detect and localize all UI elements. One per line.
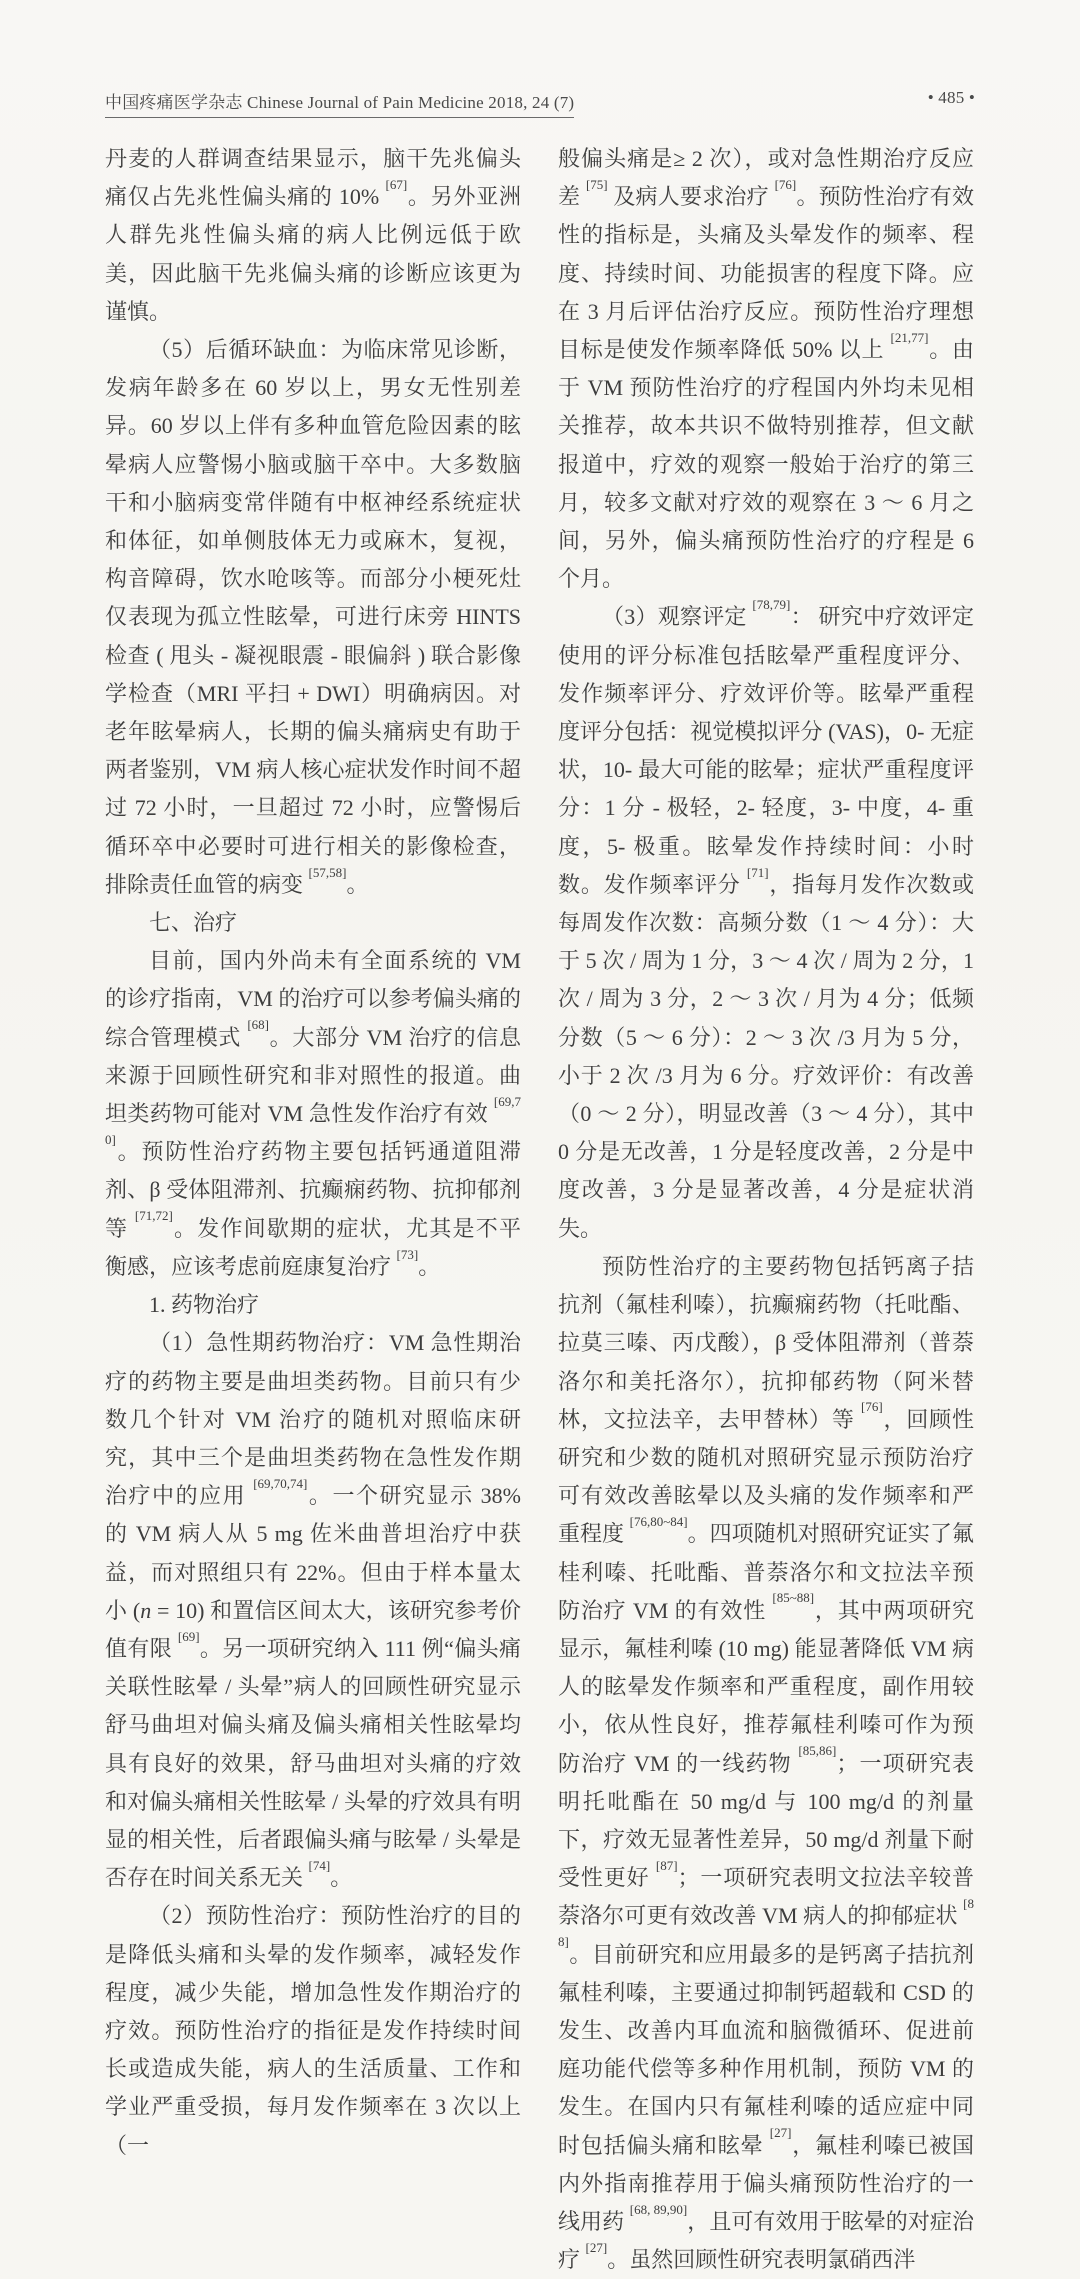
- text-run: ： 研究中疗效评定使用的评分标准包括眩晕严重程度评分、发作频率评分、疗效评价等。眩晕严重程度评分包括：视觉模拟评分 (VAS)，0- 无症状，10- 最大可能的眩晕；症状严重程度评分：1 分 - 极轻，2- 轻度，3- 中度，4- 重度，5- 极重。眩晕发作持续时间：小时数。发作频率评分: [558, 604, 974, 897]
- reference-marker: [68, 89,90]: [629, 2201, 688, 2217]
- paragraph: [558, 598, 974, 1247]
- text-run: （2）预防性治疗：预防性治疗的目的是降低头痛和头晕的发作频率，减轻发作程度，减少失能，增加急性发作期治疗的疗效。预防性治疗的指征是发作持续时间长或造成失能，病人的生活质量、工作和学业严重受损，每月发作频率在 3 次以上（一: [105, 1903, 521, 2158]
- reference-marker: [76,80~84]: [629, 1513, 688, 1529]
- text-run: 。虽然回顾性研究表明氯硝西泮: [607, 2247, 916, 2273]
- paragraph: [105, 1324, 521, 1897]
- text-run: 般偏头痛是≥ 2 次），或对急性期治疗反应差: [558, 146, 974, 210]
- reference-marker: [71]: [746, 864, 769, 880]
- text-run: 。目前研究和应用最多的是钙离子拮抗剂氟桂利嗪，主要通过抑制钙超载和 CSD 的发生、改善内耳血流和脑微循环、促进前庭功能代偿等多种作用机制，预防 VM 的发生。在国内只有氟桂利嗪的适应症中同时包括偏头痛和眩晕: [558, 1941, 974, 2158]
- reference-marker: [88]: [558, 1896, 974, 1950]
- paragraph: [558, 1248, 974, 2279]
- reference-marker: [21,77]: [890, 329, 929, 345]
- text-run: = 10) 和置信区间太大，该研究参考价值有限: [105, 1597, 521, 1661]
- text-run: ，氟桂利嗪已被国内外指南推荐用于偏头痛预防性治疗的一线用药: [558, 2132, 974, 2234]
- text-run: 。四项随机对照研究证实了氟桂利嗪、托吡酯、普萘洛尔和文拉法辛预防治疗 VM 的有效性: [558, 1521, 974, 1623]
- text-run: ，回顾性研究和少数的随机对照研究显示预防治疗可有效改善眩晕以及头痛的发作频率和严重程度: [558, 1406, 974, 1547]
- paragraph: [105, 1897, 521, 2164]
- reference-marker: [67]: [385, 176, 408, 192]
- text-run: ，指每月发作次数或每周发作次数：高频分数（1 ～ 4 分）：大于 5 次 / 周为 1 分，3 ～ 4 次 / 周为 2 分，1 次 / 周为 3 分，2 ～ 3 次 / 月为 4 分；低频分数（5 ～ 6 分）：2 ～ 3 次 /3 月为 5 分，小于 2 次 /3 月为 6 分。疗效评价：有改善（0 ～ 2 分），明显改善（3 ～ 4 分），其中 0 分是无改善，1 分是轻度改善，2 分是中度改善，3 分是显著改善，4 分是症状消失。: [558, 871, 974, 1241]
- paragraph: [558, 140, 974, 598]
- reference-marker: [76]: [774, 176, 797, 192]
- reference-marker: [85~88]: [772, 1590, 815, 1606]
- reference-marker: [85,86]: [798, 1743, 837, 1759]
- text-run: 丹麦的人群调查结果显示，脑干先兆偏头痛仅占先兆性偏头痛的 10%: [105, 146, 521, 210]
- text-run: 。一个研究显示 38% 的 VM 病人从 5 mg 佐米曲普坦治疗中获益，而对照组只有 22%。但由于样本量太小 (: [105, 1483, 521, 1623]
- reference-marker: [75]: [585, 176, 608, 192]
- reference-marker: [78,79]: [752, 597, 791, 613]
- reference-marker: [27]: [769, 2125, 792, 2141]
- page-number: • 485 •: [927, 88, 975, 107]
- text-run: 七、治疗: [149, 910, 238, 936]
- text-run: 。: [346, 871, 369, 897]
- text-run: 。另一项研究纳入 111 例“偏头痛关联性眩晕 / 头晕”病人的回顾性研究显示舒马曲坦对偏头痛及偏头痛相关性眩晕均具有良好的效果，舒马曲坦对头痛的疗效和对偏头痛相关性眩晕 / 头晕的疗效具有明显的相关性，后者跟偏头痛与眩晕 / 头晕是否存在时间关系无关: [105, 1635, 521, 1891]
- reference-marker: [69]: [177, 1628, 200, 1644]
- text-run: 目前，国内外尚未有全面系统的 VM 的诊疗指南，VM 的治疗可以参考偏头痛的综合管理模式: [105, 948, 521, 1050]
- reference-marker: [27]: [585, 2239, 608, 2255]
- reference-marker: [87]: [655, 1857, 678, 1873]
- reference-marker: [76]: [861, 1399, 883, 1415]
- text-column-right: [558, 140, 974, 2279]
- reference-marker: [74]: [308, 1857, 331, 1873]
- reference-marker: [68]: [247, 1017, 269, 1033]
- text-run: 。: [418, 1253, 441, 1279]
- reference-marker: [69,70]: [105, 1093, 521, 1147]
- text-run: ；一项研究表明文拉法辛较普萘洛尔可更有效改善 VM 病人的抑郁症状: [558, 1865, 974, 1929]
- paragraph: [105, 140, 521, 331]
- page-header: [105, 88, 975, 118]
- text-run: 预防性治疗的主要药物包括钙离子拮抗剂（氟桂利嗪），抗癫痫药物（托吡酯、拉莫三嗪、丙戊酸），β 受体阻滞剂（普萘洛尔和美托洛尔），抗抑郁药物（阿米替林，文拉法辛，去甲替林）等: [558, 1253, 974, 1432]
- text-run: 1. 药物治疗: [149, 1292, 260, 1318]
- text-run: （1）急性期药物治疗：VM 急性期治疗的药物主要是曲坦类药物。目前只有少数几个针对 VM 治疗的随机对照临床研究，其中三个是曲坦类药物在急性发作期治疗中的应用: [105, 1330, 521, 1509]
- text-run: 。另外亚洲人群先兆性偏头痛的病人比例远低于欧美，因此脑干先兆偏头痛的诊断应该更为谨慎。: [105, 184, 521, 324]
- reference-marker: [73]: [396, 1246, 419, 1262]
- text-run: 。: [330, 1865, 353, 1891]
- italic-text: n: [140, 1597, 152, 1623]
- text-run: 。预防性治疗药物主要包括钙通道阻滞剂、β 受体阻滞剂、抗癫痫药物、抗抑郁剂等: [105, 1139, 521, 1241]
- section-heading: [105, 904, 521, 942]
- journal-title: 中国疼痛医学杂志 Chinese Journal of Pain Medicine 2018, 24 (7): [105, 88, 574, 118]
- text-run: 。发作间歇期的症状，尤其是不平衡感，应该考虑前庭康复治疗: [105, 1215, 521, 1279]
- paragraph: [105, 331, 521, 904]
- text-run: ，其中两项研究显示，氟桂利嗪 (10 mg) 能显著降低 VM 病人的眩晕发作频率和严重程度，副作用较小，依从性良好，推荐氟桂利嗪可作为预防治疗 VM 的一线药物: [558, 1597, 974, 1776]
- reference-marker: [71,72]: [134, 1208, 173, 1224]
- text-run: 及病人要求治疗: [607, 184, 775, 210]
- text-run: ，且可有效用于眩晕的对症治疗: [558, 2208, 974, 2273]
- reference-marker: [69,70,74]: [253, 1475, 308, 1491]
- text-run: 。预防性治疗有效性的指标是，头痛及头晕发作的频率、程度、持续时间、功能损害的程度下降。应在 3 月后评估治疗反应。预防性治疗理想目标是使发作频率降低 50% 以上: [558, 184, 974, 363]
- paragraph: [105, 942, 521, 1286]
- text-column-left: [105, 140, 521, 2165]
- text-run: 。大部分 VM 治疗的信息来源于回顾性研究和非对照性的报道。曲坦类药物可能对 VM 急性发作治疗有效: [105, 1024, 521, 1127]
- reference-marker: [57,58]: [308, 864, 347, 880]
- section-heading: [105, 1286, 521, 1324]
- text-run: ；一项研究表明托吡酯在 50 mg/d 与 100 mg/d 的剂量下，疗效无显著性差异，50 mg/d 剂量下耐受性更好: [558, 1750, 974, 1891]
- text-run: （3）观察评定: [602, 604, 753, 630]
- text-run: 。由于 VM 预防性治疗的疗程国内外均未见相关推荐，故本共识不做特别推荐，但文献报道中，疗效的观察一般始于治疗的第三月，较多文献对疗效的观察在 3 ～ 6 月之间，另外，偏头痛预防性治疗的疗程是 6 个月。: [558, 337, 974, 592]
- text-run: （5）后循环缺血：为临床常见诊断，发病年龄多在 60 岁以上，男女无性别差异。60 岁以上伴有多种血管危险因素的眩晕病人应警惕小脑或脑干卒中。大多数脑干和小脑病变常伴随有中枢神经系统症状和体征，如单侧肢体无力或麻木，复视，构音障碍，饮水呛咳等。而部分小梗死灶仅表现为孤立性眩晕，可进行床旁 HINTS 检查 ( 甩头 - 凝视眼震 - 眼偏斜 ) 联合影像学检查（MRI 平扫 + DWI）明确病因。对老年眩晕病人，长期的偏头痛病史有助于两者鉴别，VM 病人核心症状发作时间不超过 72 小时，一旦超过 72 小时，应警惕后循环卒中必要时可进行相关的影像检查，排除责任血管的病变: [105, 337, 521, 897]
